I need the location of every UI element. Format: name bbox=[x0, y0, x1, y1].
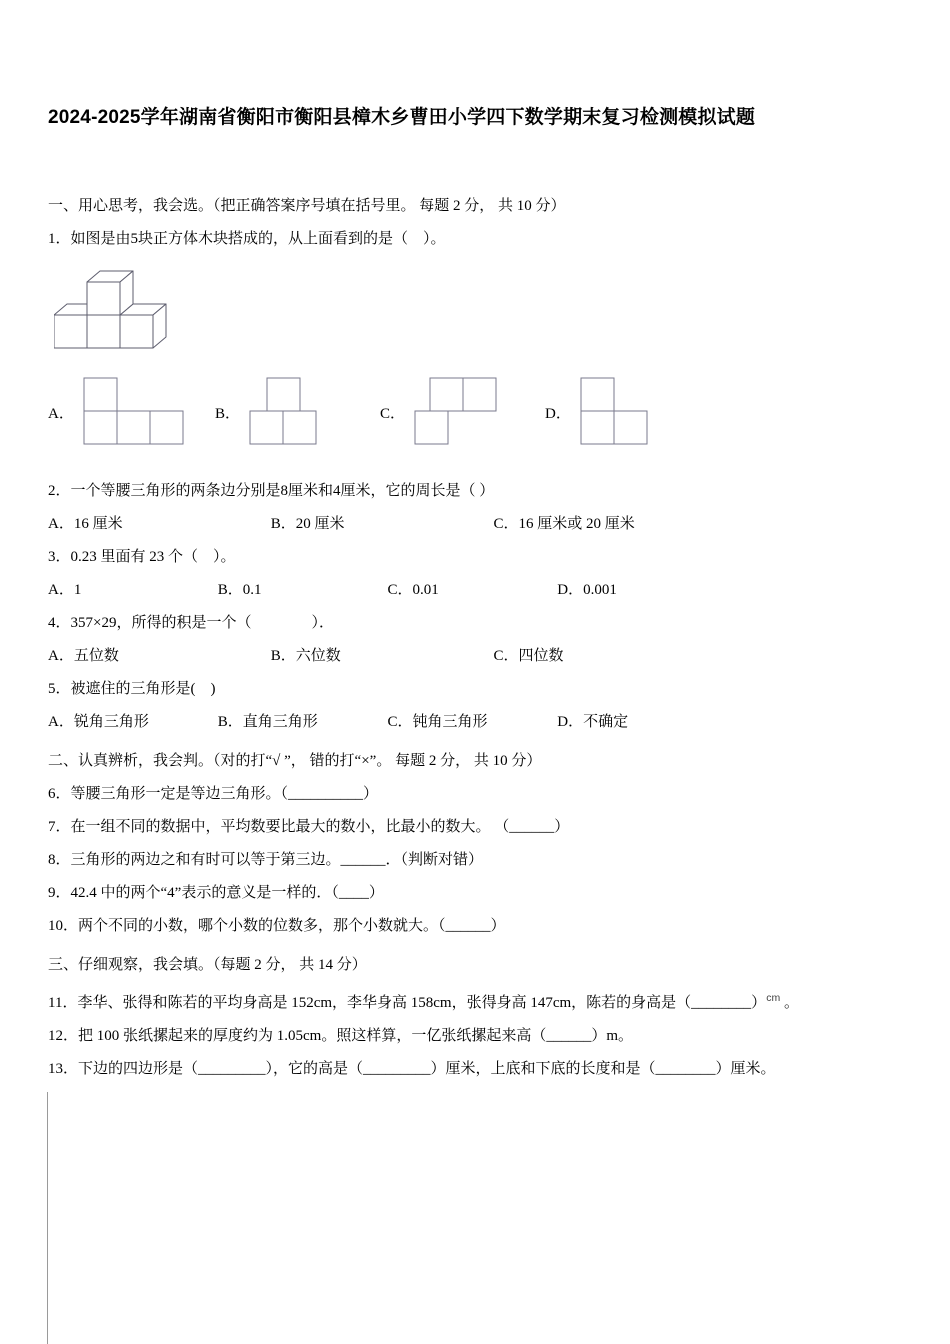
option-a-label: A． bbox=[48, 405, 74, 422]
q3-option-d: D．0.001 bbox=[557, 582, 617, 598]
page-title: 2024-2025学年湖南省衡阳市衡阳县樟木乡曹田小学四下数学期末复习检测模拟试题 bbox=[48, 107, 756, 128]
section2-heading: 二、认真辨析，我会判。（对的打“√ ”， 错的打“×”。 每题 2 分， 共 10 分） bbox=[48, 753, 542, 769]
question-1-options bbox=[48, 374, 906, 450]
q2-option-c: C．16 厘米或 20 厘米 bbox=[493, 516, 635, 532]
q2-option-b: B．20 厘米 bbox=[270, 516, 345, 532]
q3-option-b: B．0.1 bbox=[217, 582, 262, 598]
q4-option-c: C．四位数 bbox=[493, 648, 564, 664]
q4-option-b: B．六位数 bbox=[270, 648, 341, 664]
q5-option-c: C．钝角三角形 bbox=[387, 714, 488, 730]
option-c bbox=[380, 376, 545, 448]
question-3-options bbox=[48, 579, 906, 601]
question-13-text: 13．下边的四边形是（_________），它的高是（_________）厘米，上底和下底的长度和是（________）厘米。 bbox=[48, 1061, 776, 1077]
option-c-label: C． bbox=[380, 405, 406, 422]
option-c-figure bbox=[413, 376, 499, 448]
question-2-text: 2．一个等腰三角形的两条边分别是8厘米和4厘米，它的周长是（ ） bbox=[48, 483, 495, 499]
option-a-figure bbox=[82, 376, 187, 448]
q5-option-b: B．直角三角形 bbox=[217, 714, 318, 730]
question-1-text: 1．如图是由5块正方体木块搭成的，从上面看到的是（ ）。 bbox=[48, 231, 446, 247]
q3-option-c: C．0.01 bbox=[387, 582, 439, 598]
section1-heading: 一、用心思考，我会选。（把正确答案序号填在括号里。 每题 2 分， 共 10 分） bbox=[48, 198, 566, 214]
cube-arrangement-figure bbox=[54, 264, 179, 356]
question-11-unit: cm bbox=[766, 992, 781, 1004]
q3-option-a: A．1 bbox=[48, 582, 82, 598]
option-b-label: B． bbox=[215, 405, 241, 422]
option-b-figure bbox=[248, 376, 320, 448]
question-5-text: 5．被遮住的三角形是( ) bbox=[48, 681, 216, 697]
q13-figure-edge-line bbox=[47, 1092, 48, 1344]
option-d-figure bbox=[579, 376, 649, 448]
question-3-text: 3．0.23 里面有 23 个（ ）。 bbox=[48, 549, 236, 565]
q5-option-d: D．不确定 bbox=[557, 714, 629, 730]
question-4-text: 4．357×29，所得的积是一个（ ）． bbox=[48, 615, 334, 631]
question-11-tail: 。 bbox=[783, 995, 799, 1011]
question-6-text: 6．等腰三角形一定是等边三角形。（__________） bbox=[48, 786, 379, 802]
question-7-text: 7．在一组不同的数据中，平均数要比最大的数小，比最小的数大。 （______） bbox=[48, 819, 570, 835]
question-12-text: 12．把 100 张纸摞起来的厚度约为 1.05cm。照这样算，一亿张纸摞起来高（______）m。 bbox=[48, 1028, 633, 1044]
option-d bbox=[545, 376, 906, 448]
question-8-text: 8．三角形的两边之和有时可以等于第三边。______．（判断对错） bbox=[48, 852, 484, 868]
q4-option-a: A．五位数 bbox=[48, 648, 119, 664]
question-5-options bbox=[48, 711, 906, 733]
section3-heading: 三、仔细观察，我会填。（每题 2 分， 共 14 分） bbox=[48, 957, 367, 973]
question-4-options bbox=[48, 645, 906, 667]
q5-option-a: A．锐角三角形 bbox=[48, 714, 149, 730]
question-2-options bbox=[48, 513, 906, 535]
question-9-text: 9．42.4 中的两个“4”表示的意义是一样的．（____） bbox=[48, 885, 384, 901]
question-11-main: 11．李华、张得和陈若的平均身高是 152cm，李华身高 158cm，张得身高 147cm，陈若的身高是（________） bbox=[48, 995, 767, 1011]
q2-option-a: A．16 厘米 bbox=[48, 516, 123, 532]
option-b bbox=[215, 376, 380, 448]
question-1-figure bbox=[54, 264, 906, 360]
option-d-label: D． bbox=[545, 405, 571, 422]
question-11-text bbox=[48, 987, 906, 1014]
question-10-text: 10．两个不同的小数，哪个小数的位数多，那个小数就大。（______） bbox=[48, 918, 506, 934]
option-a bbox=[48, 376, 215, 448]
